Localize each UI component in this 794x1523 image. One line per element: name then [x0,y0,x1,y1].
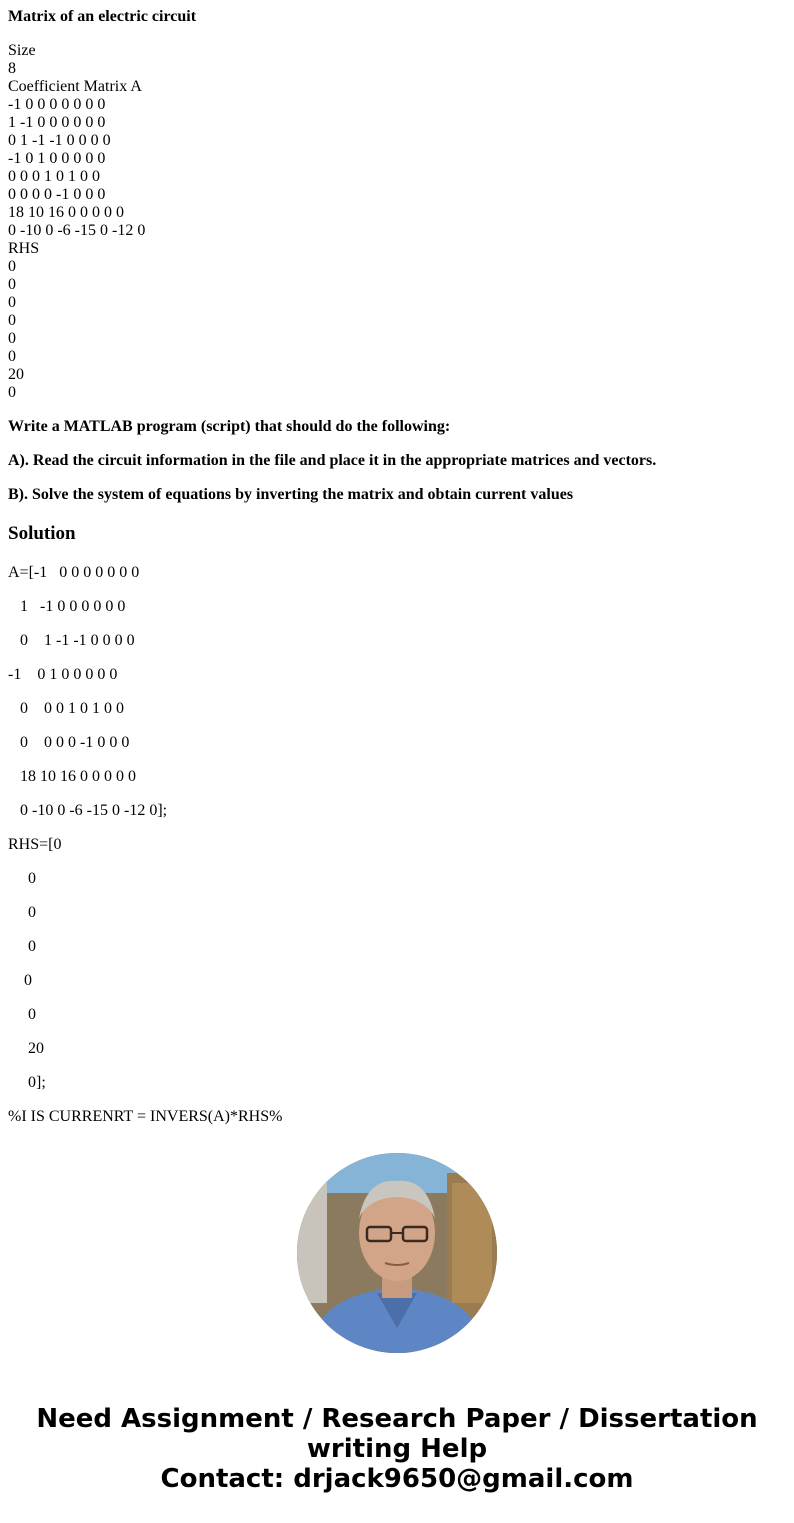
input-line: 0 0 0 1 0 1 0 0 [8,168,100,185]
solution-line: 18 10 16 0 0 0 0 0 [8,768,136,785]
input-line: 0 -10 0 -6 -15 0 -12 0 [8,222,146,239]
solution-line: 0]; [8,1074,46,1091]
input-line: 18 10 16 0 0 0 0 0 [8,204,124,221]
solution-line: 0 [8,1006,36,1023]
input-data-block [8,42,786,402]
input-line: 0 [8,276,16,293]
page-title: Matrix of an electric circuit [8,8,197,25]
solution-line: 1 -1 0 0 0 0 0 0 [8,598,126,615]
solution-line: 0 [8,904,36,921]
input-line: 0 0 0 0 -1 0 0 0 [8,186,106,203]
promo-contact: Contact: drjack9650@gmail.com [160,1464,634,1494]
author-photo-illustration [297,1153,497,1353]
input-line: 0 [8,294,16,311]
question-b: B). Solve the system of equations by inverting the matrix and obtain current values [8,486,574,503]
solution-line: 0 [8,938,36,955]
promo-line: Need Assignment / Research Paper / Dissertation [36,1404,758,1434]
input-line: 1 -1 0 0 0 0 0 0 [8,114,106,131]
input-line: -1 0 1 0 0 0 0 0 [8,150,106,167]
solution-line: 0 0 0 1 0 1 0 0 [8,700,124,717]
solution-line: RHS=[0 [8,836,62,853]
input-line: -1 0 0 0 0 0 0 0 [8,96,106,113]
solution-line: 0 [8,972,32,989]
input-line: 0 [8,312,16,329]
input-line: 0 [8,258,16,275]
input-line: Size [8,42,36,59]
input-line: RHS [8,240,40,257]
input-line: 0 [8,330,16,347]
solution-line: %I IS CURRENRT = INVERS(A)*RHS% [8,1108,283,1125]
input-line: 0 1 -1 -1 0 0 0 0 [8,132,111,149]
solution-line: 0 [8,870,36,887]
input-line: Coefficient Matrix A [8,78,142,95]
solution-line: 0 -10 0 -6 -15 0 -12 0]; [8,802,168,819]
input-line: 8 [8,60,16,77]
input-line: 0 [8,384,16,401]
author-avatar [297,1153,497,1353]
solution-block [8,564,786,1126]
question-intro: Write a MATLAB program (script) that should do the following: [8,418,451,435]
solution-line: -1 0 1 0 0 0 0 0 [8,666,118,683]
input-line: 0 [8,348,16,365]
solution-line: 20 [8,1040,44,1057]
promo-banner [0,1404,794,1494]
solution-line: 0 1 -1 -1 0 0 0 0 [8,632,135,649]
question-a: A). Read the circuit information in the file and place it in the appropriate matrices and vectors. [8,452,657,469]
solution-line: A=[-1 0 0 0 0 0 0 0 [8,564,140,581]
promo-line: writing Help [306,1434,488,1464]
solution-heading: Solution [8,523,76,544]
document-content [8,8,786,1126]
input-line: 20 [8,366,24,383]
solution-line: 0 0 0 0 -1 0 0 0 [8,734,130,751]
